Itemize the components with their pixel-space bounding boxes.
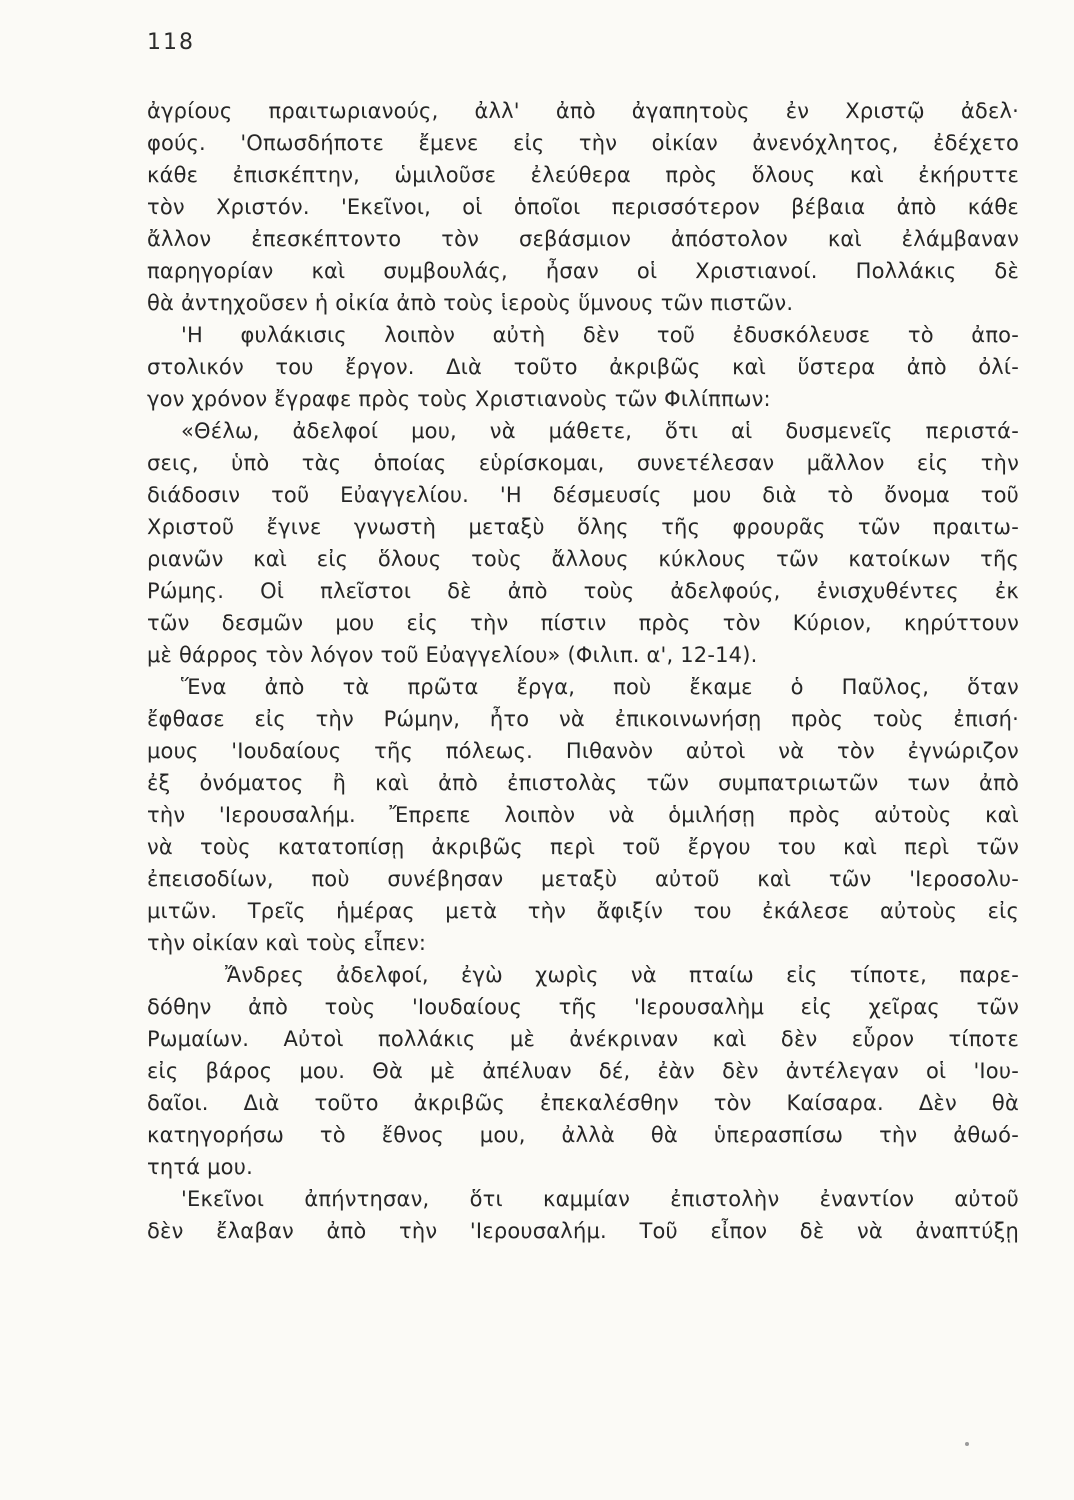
text-line: Ρωμαίων. Αὐτοὶ πολλάκις μὲ ἀνέκριναν καὶ δὲν εὗρον τίποτε: [147, 1027, 1019, 1051]
text-line: μιτῶν. Τρεῖς ἡμέρας μετὰ τὴν ἄφιξίν του ἐκάλεσε αὐτοὺς εἰς: [147, 899, 1019, 923]
text-line: διάδοσιν τοῦ Εὐαγγελίου. 'Η δέσμευσίς μου διὰ τὸ ὄνομα τοῦ: [147, 483, 1019, 507]
body-text: [147, 95, 1019, 1247]
text-line: εἰς βάρος μου. Θὰ μὲ ἀπέλυαν δέ, ἐὰν δὲν ἀντέλεγαν οἱ 'Ιου-: [147, 1059, 1019, 1083]
text-line: σεις, ὑπὸ τὰς ὁποίας εὑρίσκομαι, συνετέλεσαν μᾶλλον εἰς τὴν: [147, 451, 1019, 475]
text-line: Ἕνα ἀπὸ τὰ πρῶτα ἔργα, ποὺ ἔκαμε ὁ Παῦλος, ὅταν: [181, 675, 1019, 699]
text-line: ἄλλον ἐπεσκέπτοντο τὸν σεβάσμιον ἀπόστολον καὶ ἐλάμβαναν: [147, 227, 1019, 251]
text-line: Ρώμης. Οἱ πλεῖστοι δὲ ἀπὸ τοὺς ἀδελφούς, ἐνισχυθέντες ἐκ: [147, 579, 1019, 603]
text-line: φούς. 'Οπωσδήποτε ἔμενε εἰς τὴν οἰκίαν ἀνενόχλητος, ἐδέχετο: [147, 131, 1019, 155]
text-line: τὸν Χριστόν. 'Εκεῖνοι, οἱ ὁποῖοι περισσότερον βέβαια ἀπὸ κάθε: [147, 195, 1019, 219]
text-line: θὰ ἀντηχοῦσεν ἡ οἰκία ἀπὸ τοὺς ἱεροὺς ὕμνους τῶν πιστῶν.: [147, 291, 794, 315]
text-line: Ἄνδρες ἀδελφοί, ἐγὼ χωρὶς νὰ πταίω εἰς τίποτε, παρε-: [225, 963, 1019, 987]
text-line: ἀγρίους πραιτωριανούς, ἀλλ' ἀπὸ ἀγαπητοὺς ἐν Χριστῷ ἀδελ·: [147, 99, 1019, 123]
text-line: κατηγορήσω τὸ ἔθνος μου, ἀλλὰ θὰ ὑπερασπίσω τὴν ἀθωό-: [147, 1123, 1019, 1147]
text-line: δὲν ἔλαβαν ἀπὸ τὴν 'Ιερουσαλήμ. Τοῦ εἶπον δὲ νὰ ἀναπτύξῃ: [147, 1219, 1019, 1243]
paper-speck: [965, 1442, 969, 1446]
text-line: δαῖοι. Διὰ τοῦτο ἀκριβῶς ἐπεκαλέσθην τὸν Καίσαρα. Δὲν θὰ: [147, 1091, 1019, 1115]
text-line: γον χρόνον ἔγραφε πρὸς τοὺς Χριστιανοὺς τῶν Φιλίππων:: [147, 387, 771, 411]
text-line: δόθην ἀπὸ τοὺς 'Ιουδαίους τῆς 'Ιερουσαλὴμ εἰς χεῖρας τῶν: [147, 995, 1019, 1019]
text-line: τῶν δεσμῶν μου εἰς τὴν πίστιν πρὸς τὸν Κύριον, κηρύττουν: [147, 611, 1019, 635]
text-line: παρηγορίαν καὶ συμβουλάς, ἦσαν οἱ Χριστιανοί. Πολλάκις δὲ: [147, 259, 1019, 283]
text-line: τητά μου.: [147, 1155, 253, 1179]
text-line: ἐξ ὀνόματος ἢ καὶ ἀπὸ ἐπιστολὰς τῶν συμπατριωτῶν των ἀπὸ: [147, 771, 1019, 795]
text-line: κάθε ἐπισκέπτην, ὡμιλοῦσε ἐλεύθερα πρὸς ὅλους καὶ ἐκήρυττε: [147, 163, 1019, 187]
text-line: 'Εκεῖνοι ἀπήντησαν, ὅτι καμμίαν ἐπιστολὴν ἐναντίον αὐτοῦ: [181, 1187, 1019, 1211]
text-line: ἐπεισοδίων, ποὺ συνέβησαν μεταξὺ αὐτοῦ καὶ τῶν 'Ιεροσολυ-: [147, 867, 1019, 891]
text-line: ἔφθασε εἰς τὴν Ρώμην, ἦτο νὰ ἐπικοινωνήσῃ πρὸς τοὺς ἐπισή·: [147, 707, 1019, 731]
text-line: τὴν 'Ιερουσαλήμ. Ἔπρεπε λοιπὸν νὰ ὁμιλήσῃ πρὸς αὐτοὺς καὶ: [147, 803, 1019, 827]
text-line: Χριστοῦ ἔγινε γνωστὴ μεταξὺ ὅλης τῆς φρουρᾶς τῶν πραιτω-: [147, 515, 1019, 539]
text-line: 'Η φυλάκισις λοιπὸν αὐτὴ δὲν τοῦ ἐδυσκόλευσε τὸ ἀπο-: [181, 323, 1019, 347]
text-line: τὴν οἰκίαν καὶ τοὺς εἶπεν:: [147, 931, 427, 955]
text-line: μὲ θάρρος τὸν λόγον τοῦ Εὐαγγελίου» (Φιλιπ. α', 12-14).: [147, 643, 758, 667]
text-line: «Θέλω, ἀδελφοί μου, νὰ μάθετε, ὅτι αἱ δυσμενεῖς περιστά-: [181, 419, 1019, 443]
text-line: νὰ τοὺς κατατοπίσῃ ἀκριβῶς περὶ τοῦ ἔργου του καὶ περὶ τῶν: [147, 835, 1019, 859]
text-line: μους 'Ιουδαίους τῆς πόλεως. Πιθανὸν αὐτοὶ νὰ τὸν ἐγνώριζον: [147, 739, 1019, 763]
page-number: 118: [147, 30, 195, 55]
text-line: στολικόν του ἔργον. Διὰ τοῦτο ἀκριβῶς καὶ ὕστερα ἀπὸ ὀλί-: [147, 355, 1019, 379]
text-line: ριανῶν καὶ εἰς ὅλους τοὺς ἄλλους κύκλους τῶν κατοίκων τῆς: [147, 547, 1019, 571]
